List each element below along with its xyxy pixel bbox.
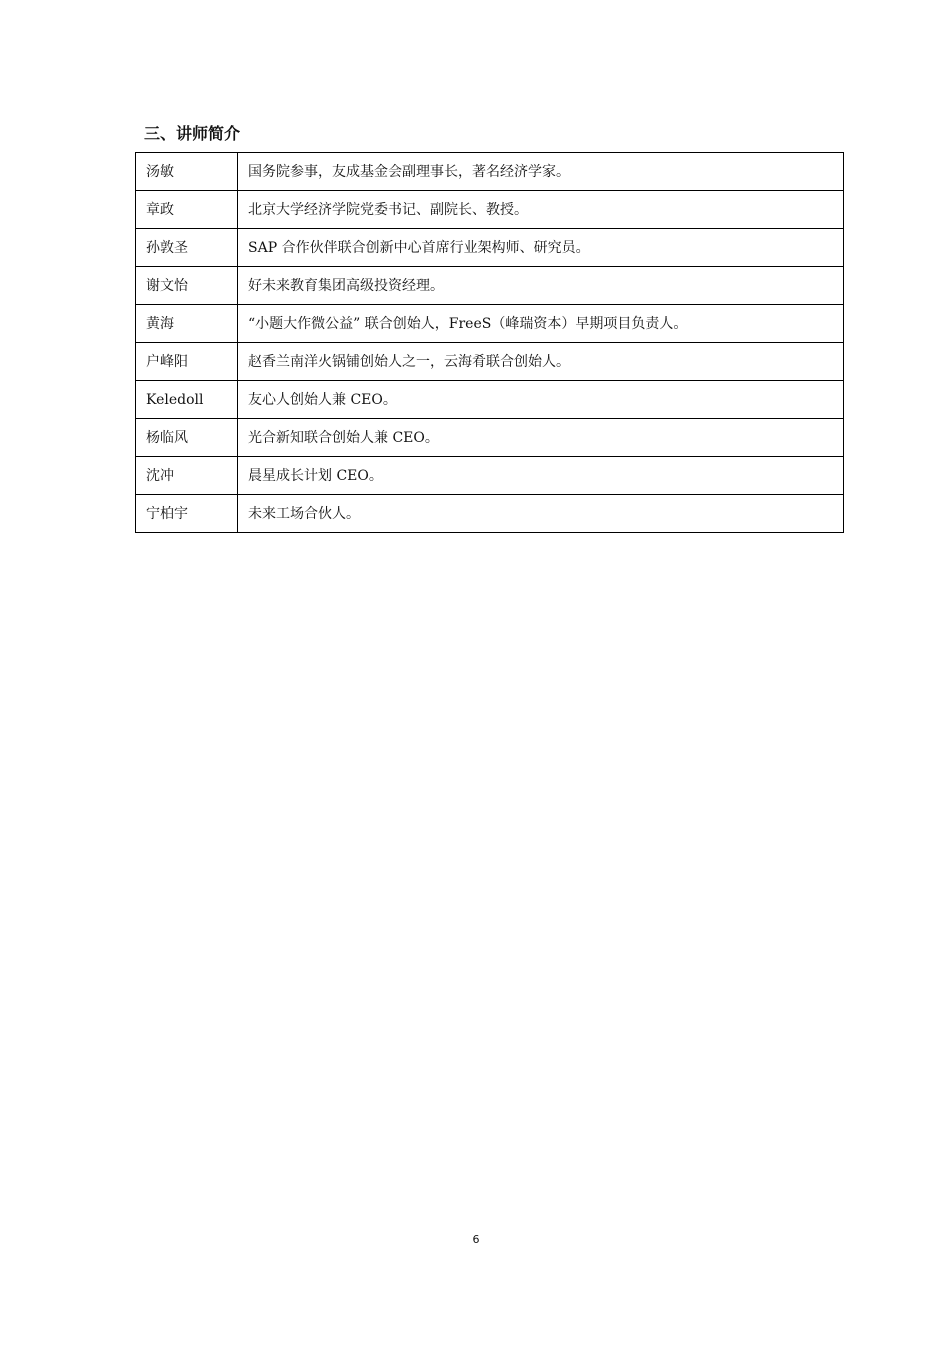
table-row: [136, 419, 844, 457]
lecturer-name: 户峰阳: [136, 343, 238, 381]
page-number: 6: [472, 1233, 480, 1246]
table-row: [136, 305, 844, 343]
lecturer-bio: SAP 合作伙伴联合创新中心首席行业架构师、研究员。: [238, 229, 844, 267]
table-row: [136, 343, 844, 381]
lecturer-name: 孙敦圣: [136, 229, 238, 267]
lecturer-name: 章政: [136, 191, 238, 229]
table-row: [136, 457, 844, 495]
section-heading: 三、讲师简介: [144, 124, 241, 143]
lecturer-name: 黄海: [136, 305, 238, 343]
table-row: [136, 229, 844, 267]
lecturer-name: 杨临风: [136, 419, 238, 457]
lecturer-name: 谢文怡: [136, 267, 238, 305]
lecturer-bio: “小题大作微公益” 联合创始人，FreeS（峰瑞资本）早期项目负责人。: [238, 305, 844, 343]
lecturer-name: 宁柏宇: [136, 495, 238, 533]
table-row: [136, 495, 844, 533]
lecturer-table: [135, 152, 844, 533]
table-row: [136, 153, 844, 191]
lecturer-name: 汤敏: [136, 153, 238, 191]
lecturer-bio: 友心人创始人兼 CEO。: [238, 381, 844, 419]
lecturer-bio: 光合新知联合创始人兼 CEO。: [238, 419, 844, 457]
lecturer-bio: 晨星成长计划 CEO。: [238, 457, 844, 495]
lecturer-bio: 北京大学经济学院党委书记、副院长、教授。: [238, 191, 844, 229]
lecturer-name: Keledoll: [136, 381, 238, 419]
lecturer-name: 沈冲: [136, 457, 238, 495]
lecturer-bio: 赵香兰南洋火锅铺创始人之一，云海肴联合创始人。: [238, 343, 844, 381]
lecturer-bio: 未来工场合伙人。: [238, 495, 844, 533]
table-row: [136, 191, 844, 229]
lecturer-bio: 国务院参事，友成基金会副理事长，著名经济学家。: [238, 153, 844, 191]
lecturer-bio: 好未来教育集团高级投资经理。: [238, 267, 844, 305]
table-row: [136, 267, 844, 305]
table-row: [136, 381, 844, 419]
